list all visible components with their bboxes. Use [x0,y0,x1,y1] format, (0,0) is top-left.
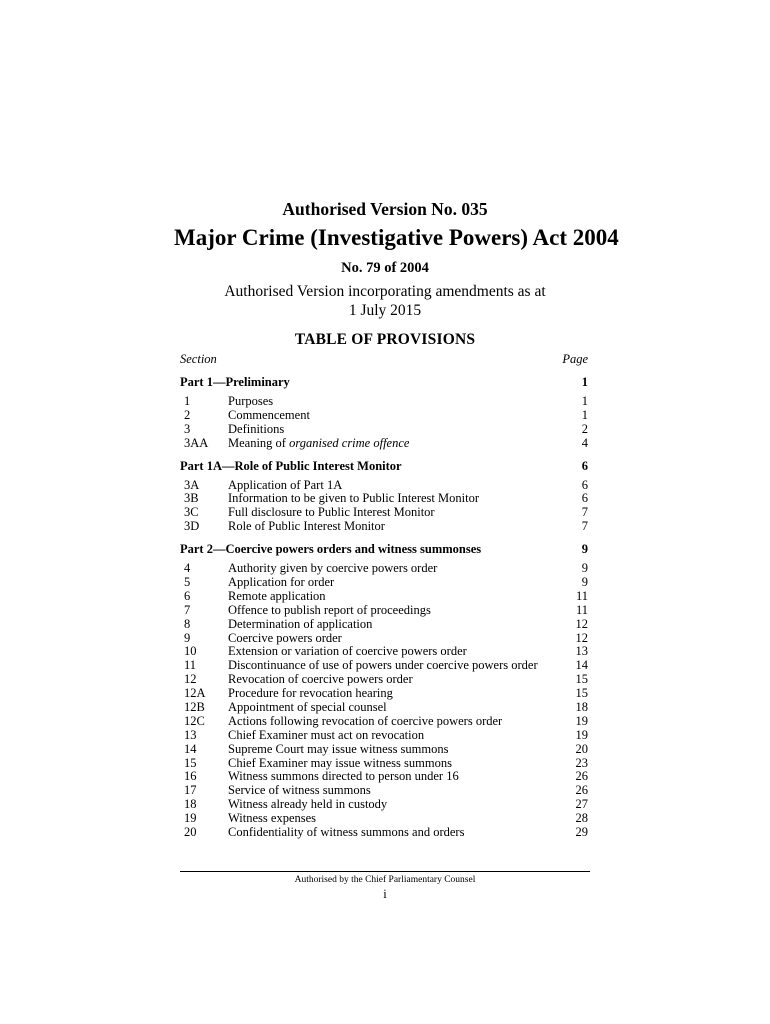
footer-divider [180,871,590,872]
toc-entry[interactable] [180,812,588,826]
section-page-number: 11 [575,588,588,603]
section-title: Commencement [228,407,310,422]
part-title: Part 1A—Role of Public Interest Monitor [180,458,402,473]
page-column-label: Page [562,352,588,366]
incorporating-line-1: Authorised Version incorporating amendments as at [224,283,546,300]
toc-entry[interactable] [180,506,588,520]
section-page-number: 7 [581,505,588,520]
section-number: 3AA [184,435,209,450]
toc-entry[interactable] [180,826,588,840]
section-page-number: 11 [575,602,588,617]
section-number: 4 [184,561,191,576]
section-page-number: 19 [575,713,588,728]
toc-entry[interactable] [180,701,588,715]
section-number: 12A [184,686,206,701]
section-number: 10 [184,644,197,659]
section-page-number: 15 [575,672,588,687]
section-title-prefix: Meaning of [228,435,290,450]
section-page-number: 4 [581,435,588,450]
toc-entry[interactable] [180,757,588,771]
toc-entry[interactable] [180,659,588,673]
section-title: Service of witness summons [228,783,371,798]
section-number: 5 [184,575,191,590]
section-page-number: 9 [581,561,588,576]
section-page-number: 6 [581,477,588,492]
section-page-number: 20 [575,741,588,756]
section-page-number: 27 [575,797,588,812]
table-of-provisions [180,373,588,840]
toc-entry[interactable] [180,715,588,729]
toc-entry[interactable] [180,395,588,409]
section-title-defined-term: organised crime offence [289,435,410,450]
section-number: 12C [184,713,205,728]
section-number: 3D [184,519,200,534]
part-page-number: 1 [581,375,588,389]
toc-entry[interactable] [180,729,588,743]
section-title: Chief Examiner may issue witness summons [228,755,452,770]
toc-entry[interactable] [180,743,588,757]
section-number: 19 [184,811,197,826]
act-number: No. 79 of 2004 [341,260,429,276]
section-title: Definitions [228,421,285,436]
part-page-number: 6 [581,458,588,473]
section-title: Offence to publish report of proceedings [228,602,431,617]
toc-column-headers [180,352,588,367]
toc-entry[interactable] [180,576,588,590]
toc-entry[interactable] [180,423,588,437]
section-title: Information to be given to Public Interest Monitor [228,491,479,506]
section-title: Authority given by coercive powers order [228,561,438,576]
section-number: 3A [184,477,200,492]
toc-entry[interactable] [180,618,588,632]
section-page-number: 12 [575,616,588,631]
toc-entry[interactable] [180,562,588,576]
part-title: Part 2—Coercive powers orders and witness summonses [180,542,482,557]
incorporating-amendments-note [200,282,570,320]
section-title [228,437,409,451]
incorporating-date: 1 July 2015 [348,302,422,319]
section-title: Remote application [228,588,326,603]
section-page-number: 26 [575,783,588,798]
section-number: 2 [184,407,191,422]
section-title: Discontinuance of use of powers under coercive powers order [228,658,538,673]
section-title: Revocation of coercive powers order [228,672,413,687]
section-column-label: Section [180,352,217,366]
toc-entry[interactable] [180,632,588,646]
section-page-number: 12 [575,630,588,645]
section-title: Actions following revocation of coercive powers order [228,713,503,728]
section-page-number: 15 [575,686,588,701]
section-number: 14 [184,741,197,756]
section-title: Extension or variation of coercive powers order [228,644,467,659]
section-title: Full disclosure to Public Interest Monitor [228,505,435,520]
section-title: Chief Examiner must act on revocation [228,727,425,742]
section-number: 12B [184,700,205,715]
section-number: 18 [184,797,197,812]
section-number: 7 [184,602,191,617]
section-page-number: 1 [581,407,588,422]
toc-entry[interactable] [180,590,588,604]
toc-entry[interactable] [180,770,588,784]
section-title: Supreme Court may issue witness summons [228,741,449,756]
toc-entry[interactable] [180,798,588,812]
toc-entry[interactable] [180,520,588,534]
part-title: Part 1—Preliminary [180,375,290,389]
toc-entry[interactable] [180,673,588,687]
section-page-number: 1 [581,394,588,408]
section-number: 3 [184,421,191,436]
footer-text: Authorised by the Chief Parliamentary Counsel [294,875,476,885]
toc-entry[interactable] [180,492,588,506]
section-title: Confidentiality of witness summons and orders [228,825,465,840]
section-page-number: 19 [575,727,588,742]
toc-entry[interactable] [180,784,588,798]
section-number: 11 [184,658,197,673]
section-title: Application for order [228,575,335,590]
section-title: Coercive powers order [228,630,342,645]
section-number: 9 [184,630,191,645]
toc-entry[interactable] [180,479,588,493]
section-number: 17 [184,783,197,798]
toc-heading: TABLE OF PROVISIONS [294,331,476,348]
section-page-number: 18 [575,700,588,715]
section-title: Witness already held in custody [228,797,388,812]
section-title: Appointment of special counsel [228,700,387,715]
section-title: Determination of application [228,616,373,631]
section-page-number: 6 [581,491,588,506]
section-number: 6 [184,588,191,603]
toc-part-heading[interactable] [180,540,588,559]
section-page-number: 2 [581,421,588,436]
section-number: 3B [184,491,199,506]
toc-entry[interactable] [180,437,588,451]
section-number: 16 [184,769,197,784]
section-number: 3C [184,505,199,520]
toc-part-heading[interactable] [180,373,588,392]
section-page-number: 26 [575,769,588,784]
section-page-number: 13 [575,644,588,659]
act-title: Major Crime (Investigative Powers) Act 2004 [174,225,619,250]
document-page [174,0,619,1024]
section-title: Application of Part 1A [228,477,343,492]
toc-entry[interactable] [180,409,588,423]
toc-part-heading[interactable] [180,457,588,476]
toc-entry[interactable] [180,687,588,701]
section-number: 12 [184,672,197,687]
section-page-number: 29 [575,825,588,840]
page-number: i [383,887,387,901]
section-number: 13 [184,727,197,742]
section-title: Role of Public Interest Monitor [228,519,385,534]
section-page-number: 23 [575,755,588,770]
authorised-version-heading: Authorised Version No. 035 [282,199,488,219]
section-number: 15 [184,755,197,770]
section-page-number: 7 [581,519,588,534]
section-number: 1 [184,394,191,408]
section-page-number: 28 [575,811,588,826]
section-title: Witness summons directed to person under 16 [228,769,459,784]
section-number: 8 [184,616,191,631]
section-title: Purposes [228,394,274,408]
section-page-number: 14 [575,658,588,673]
section-title: Procedure for revocation hearing [228,686,393,701]
toc-entry[interactable] [180,645,588,659]
section-number: 20 [184,825,197,840]
section-title: Witness expenses [228,811,317,826]
toc-entry[interactable] [180,604,588,618]
section-page-number: 9 [581,575,588,590]
part-page-number: 9 [581,542,588,557]
